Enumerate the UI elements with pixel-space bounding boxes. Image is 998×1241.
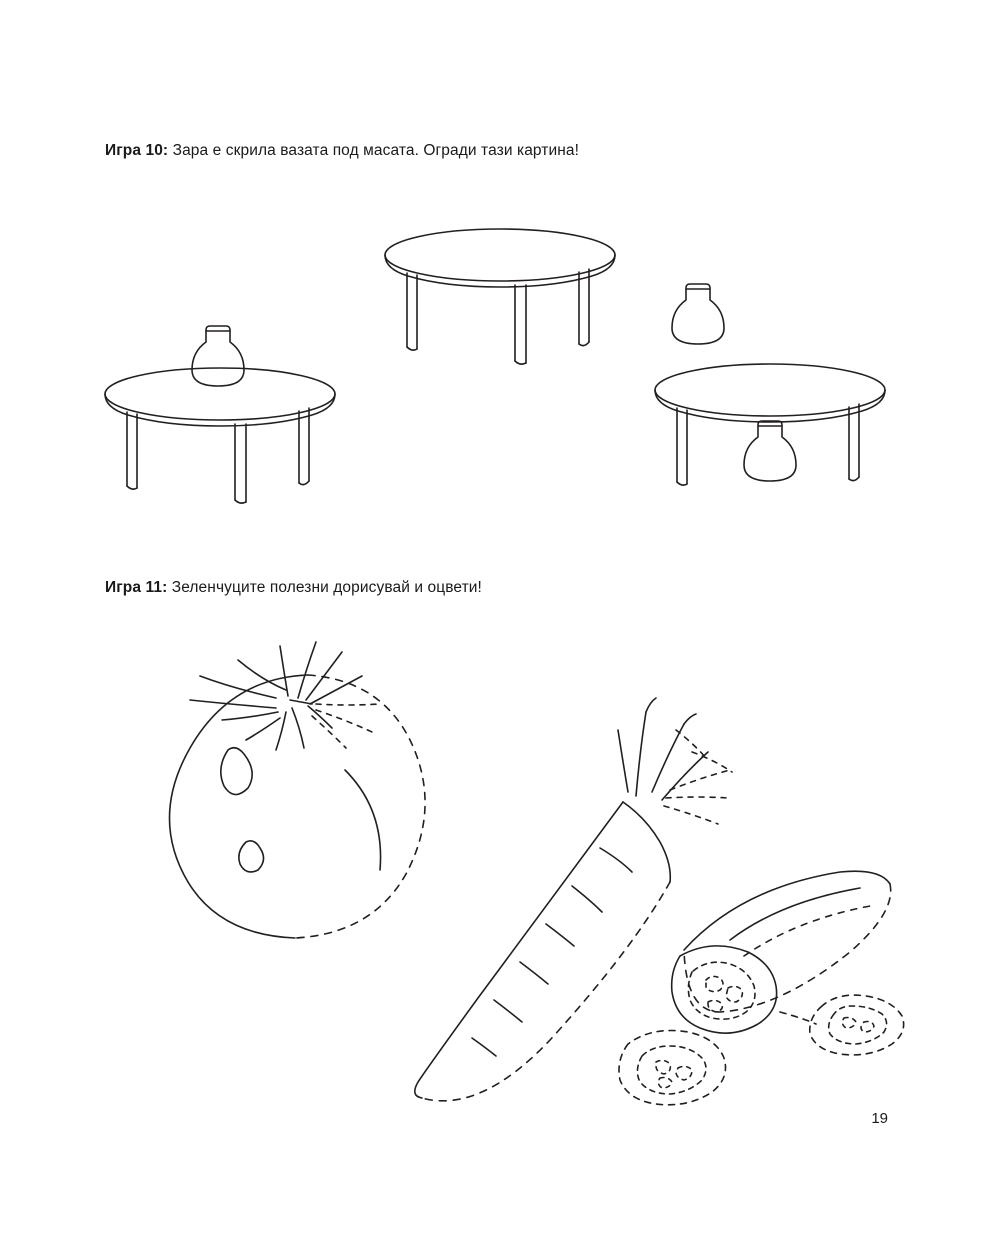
tomato-spot-large [221, 748, 252, 795]
tomato-half-dotted [169, 642, 425, 938]
cucumber-highlight-dotted [744, 906, 870, 956]
three-tables-with-vases-illustration [80, 200, 920, 520]
tomato-spot-small [239, 841, 264, 872]
vase-beside-table-icon [672, 284, 724, 344]
cucumber-outline-solid [684, 871, 890, 950]
vegetables-dotted-outline-illustration [80, 620, 920, 1120]
cucumber-slice-right [810, 995, 904, 1055]
carrot-texture [472, 848, 632, 1056]
task-11-text: Зеленчуците полезни дорисувай и оцвети! [171, 579, 482, 596]
table-top [385, 229, 615, 281]
table-top [655, 364, 885, 416]
cucumber-cut-piece [672, 946, 777, 1033]
cucumber-with-slices-dotted [619, 871, 904, 1105]
tomato-stem-dotted [312, 704, 380, 748]
vase-on-table-icon [192, 326, 244, 386]
table-with-vase-beside [385, 229, 724, 364]
table-top-edge [385, 255, 615, 287]
table-with-vase-under [655, 364, 885, 485]
table-top [105, 368, 335, 420]
task-10-instruction [105, 142, 579, 161]
cucumber-dotted-link [780, 1012, 816, 1024]
tomato-outline-solid [169, 675, 308, 938]
cucumber-slice-front [619, 1031, 726, 1105]
table-with-vase-on-top [105, 326, 335, 503]
table-top-edge [105, 394, 335, 426]
page-number: 19 [871, 1110, 888, 1127]
carrot-top-leaves [618, 698, 708, 800]
tomato-outline-dotted [295, 675, 425, 938]
tomato-highlight [345, 770, 381, 870]
tomato-stem-leaves [190, 642, 362, 750]
cucumber-highlight [730, 888, 860, 940]
table-top-edge [655, 390, 885, 422]
task-10-text: Зара е скрила вазата под масата. Огради тази картина! [172, 142, 580, 159]
cucumber-seeds [706, 976, 742, 1012]
carrot-outline-dotted [422, 882, 670, 1101]
task-11-instruction [105, 579, 482, 598]
task-10-label: Игра 10: [105, 142, 173, 159]
carrot-outline-solid [415, 802, 623, 1098]
cucumber-outline-dotted [684, 884, 891, 1012]
carrot-half-dotted [415, 698, 732, 1101]
task-11-label: Игра 11: [105, 579, 172, 596]
vase-under-table-icon [744, 421, 796, 481]
